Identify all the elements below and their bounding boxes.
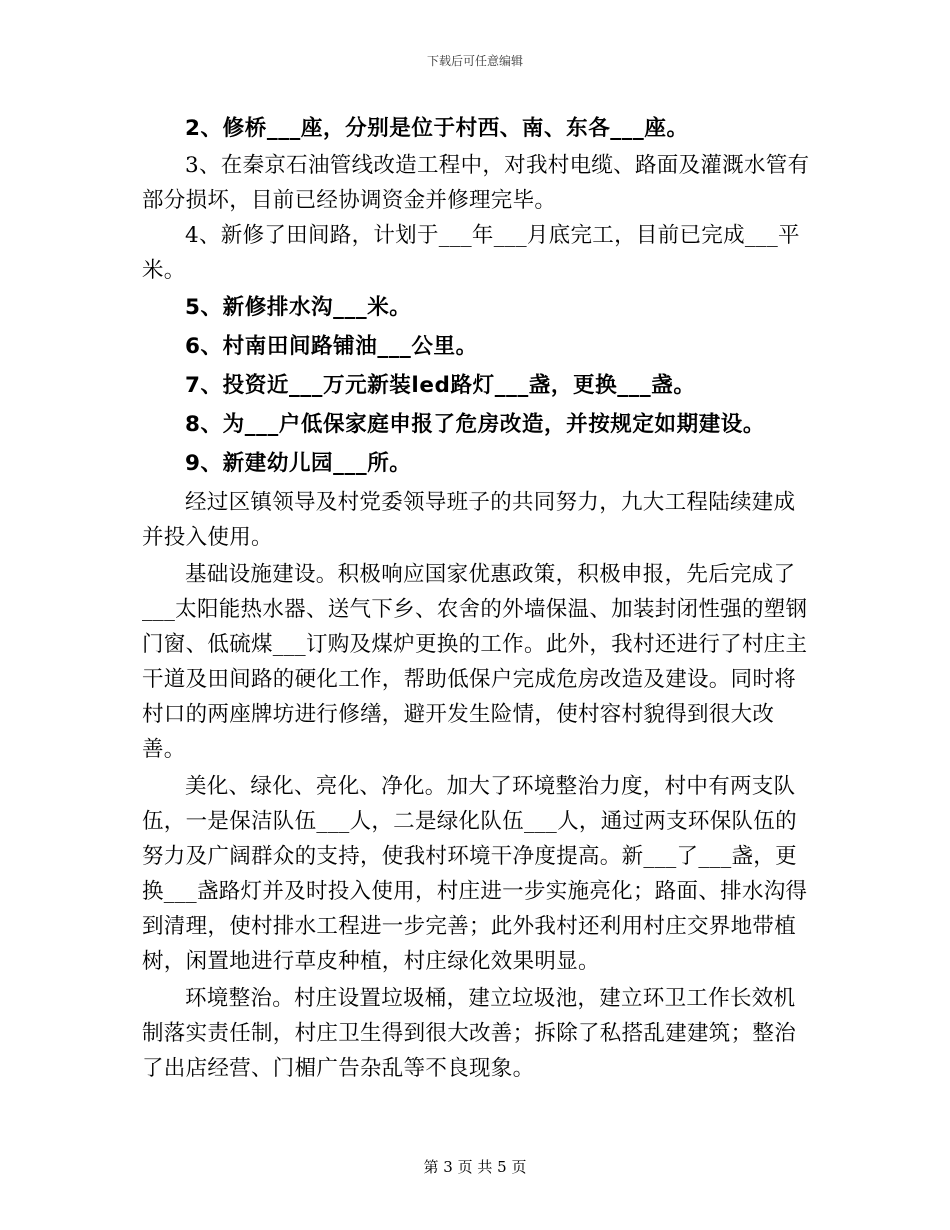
paragraph-item-9: 9、新建幼儿园___所。	[185, 451, 412, 476]
paragraph-item-3: 3、在秦京石油管线改造工程中，对我村电缆、路面及灌溉水管有部分损坏，目前已经协调资金并修理完毕。	[142, 153, 810, 213]
paragraph-item-7: 7、投资近___万元新装led路灯___盏，更换___盏。	[185, 373, 696, 398]
paragraph-infrastructure: 基础设施建设。积极响应国家优惠政策，积极申报，先后完成了___太阳能热水器、送气下乡、农舍的外墙保温、加装封闭性强的塑钢门窗、低硫煤___订购及煤炉更换的工作。此外，我村还进行了村庄主干道及田间路的硬化工作，帮助低保户完成危房改造及建设。同时将村口的两座牌坊进行修缮，避开发生险情，使村容村貌得到很大改善。	[142, 562, 808, 762]
page-footer: 第 3 页 共 5 页	[423, 1158, 527, 1176]
page-header: 下载后可任意编辑	[426, 54, 523, 68]
paragraph-item-2: 2、修桥___座，分别是位于村西、南、东各___座。	[185, 116, 689, 141]
paragraph-summary: 经过区镇领导及村党委领导班子的共同努力，九大工程陆续建成并投入使用。	[142, 490, 796, 550]
paragraph-environment: 环境整治。村庄设置垃圾桶，建立垃圾池，建立环卫工作长效机制落实责任制，村庄卫生得到很大改善；拆除了私搭乱建建筑；整治了出店经营、门楣广告杂乱等不良现象。	[142, 986, 797, 1081]
document-body	[142, 109, 810, 1086]
paragraph-beautification: 美化、绿化、亮化、净化。加大了环境整治力度，村中有两支队伍，一是保洁队伍___人，二是绿化队伍___人，通过两支环保队伍的努力及广阔群众的支持，使我村环境干净度提高。新___了___盏，更换___盏路灯并及时投入使用，村庄进一步实施亮化；路面、排水沟得到清理，使村排水工程进一步完善；此外我村还利用村庄交界地带植树，闲置地进行草皮种植，村庄绿化效果明显。	[142, 774, 808, 974]
paragraph-item-6: 6、村南田间路铺油___公里。	[185, 334, 478, 359]
paragraph-item-8: 8、为___户低保家庭申报了危房改造，并按规定如期建设。	[185, 412, 766, 437]
paragraph-item-4: 4、新修了田间路，计划于___年___月底完工，目前已完成___平米。	[142, 223, 800, 283]
paragraph-item-5: 5、新修排水沟___米。	[185, 295, 412, 320]
